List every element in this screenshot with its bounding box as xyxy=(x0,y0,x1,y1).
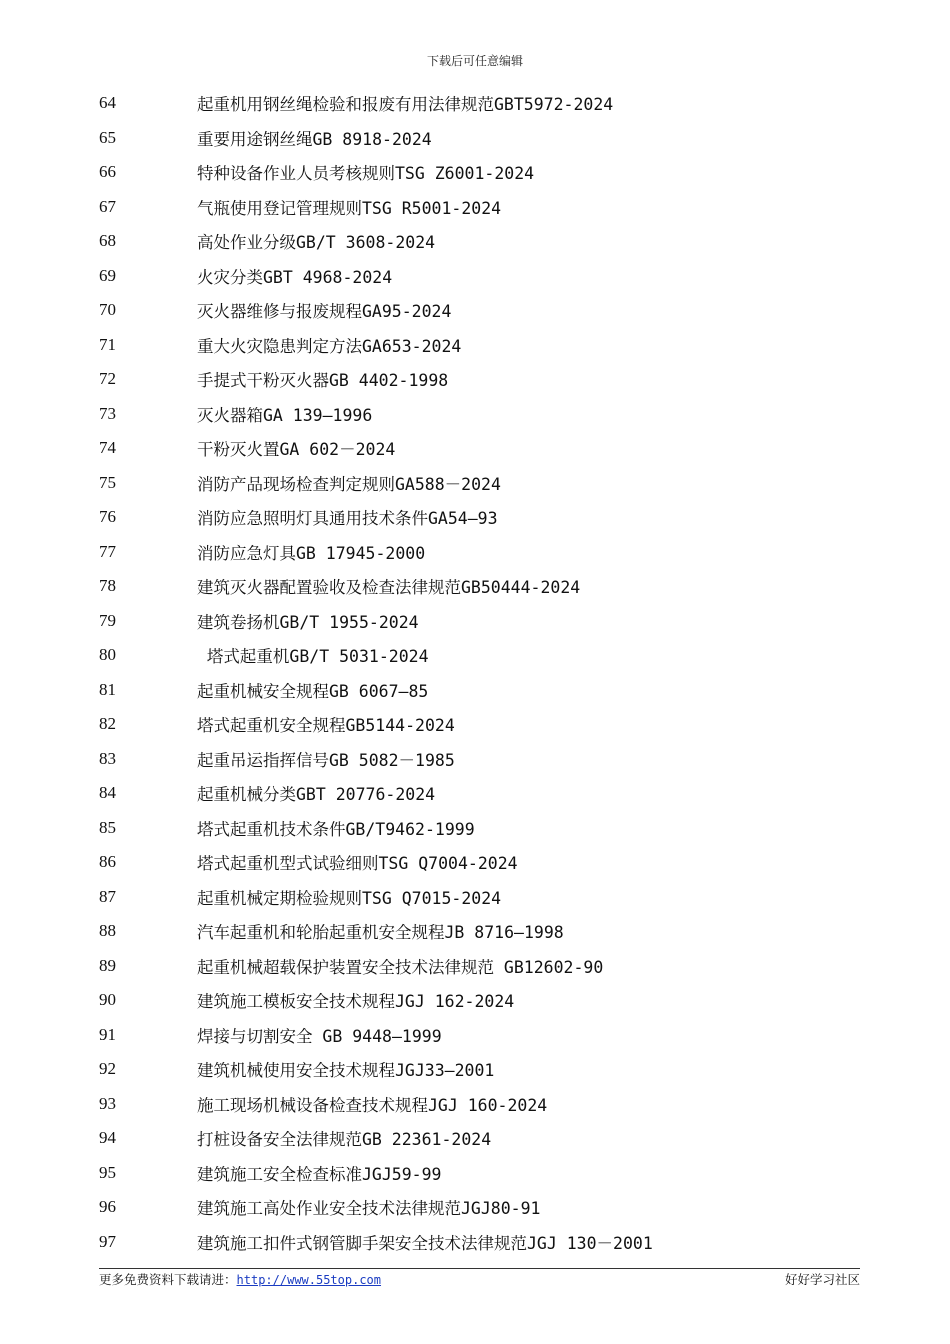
list-item xyxy=(99,811,859,846)
item-number: 91 xyxy=(99,1024,116,1044)
item-number: 94 xyxy=(99,1128,116,1148)
list-item xyxy=(99,121,859,156)
item-title: 起重机械定期检验规则TSG Q7015-2024 xyxy=(197,888,502,908)
list-item xyxy=(99,1190,859,1225)
standards-list xyxy=(99,86,859,1259)
page-footer xyxy=(99,1270,860,1288)
list-item xyxy=(99,742,859,777)
item-number: 70 xyxy=(99,300,116,320)
item-number: 85 xyxy=(99,817,116,837)
item-title: 汽车起重机和轮胎起重机安全规程JB 8716—1998 xyxy=(197,923,564,943)
item-title: 起重机械分类GBT 20776-2024 xyxy=(197,785,436,805)
item-title: 塔式起重机GB/T 5031-2024 xyxy=(197,647,429,667)
list-item xyxy=(99,638,859,673)
item-title: 塔式起重机技术条件GB/T9462-1999 xyxy=(197,819,475,839)
item-title: 打桩设备安全法律规范GB 22361-2024 xyxy=(197,1130,492,1150)
page-header: 下载后可任意编辑 xyxy=(426,54,523,68)
list-item xyxy=(99,1225,859,1260)
item-title: 建筑机械使用安全技术规程JGJ33—2001 xyxy=(197,1061,495,1081)
item-number: 81 xyxy=(99,679,116,699)
list-item xyxy=(99,259,859,294)
item-title: 起重吊运指挥信号GB 5082－1985 xyxy=(197,750,455,770)
list-item xyxy=(99,1052,859,1087)
item-title: 塔式起重机型式试验细则TSG Q7004-2024 xyxy=(197,854,518,874)
item-number: 67 xyxy=(99,196,116,216)
footer-link[interactable]: http://www.55top.com xyxy=(236,1273,382,1287)
list-item xyxy=(99,224,859,259)
list-item xyxy=(99,86,859,121)
list-item xyxy=(99,431,859,466)
footer-right: 好好学习社区 xyxy=(784,1272,860,1287)
list-item xyxy=(99,880,859,915)
item-number: 71 xyxy=(99,334,116,354)
list-item xyxy=(99,1087,859,1122)
item-title: 消防产品现场检查判定规则GA588－2024 xyxy=(197,474,501,494)
item-title: 建筑施工扣件式钢管脚手架安全技术法律规范JGJ 130－2001 xyxy=(197,1233,653,1253)
item-title: 建筑施工模板安全技术规程JGJ 162-2024 xyxy=(197,992,515,1012)
list-item xyxy=(99,673,859,708)
item-number: 65 xyxy=(99,127,116,147)
item-number: 87 xyxy=(99,886,116,906)
item-title: 干粉灭火置GA 602－2024 xyxy=(197,440,396,460)
list-item xyxy=(99,190,859,225)
item-title: 消防应急灯具GB 17945-2000 xyxy=(197,543,426,563)
item-title: 起重机械安全规程GB 6067—85 xyxy=(197,681,429,701)
item-title: 建筑施工高处作业安全技术法律规范JGJ80-91 xyxy=(197,1199,541,1219)
item-number: 90 xyxy=(99,990,116,1010)
item-number: 92 xyxy=(99,1059,116,1079)
item-title: 灭火器维修与报废规程GA95-2024 xyxy=(197,302,452,322)
list-item xyxy=(99,949,859,984)
item-title: 重要用途钢丝绳GB 8918-2024 xyxy=(197,129,432,149)
list-item xyxy=(99,707,859,742)
list-item xyxy=(99,1018,859,1053)
item-number: 73 xyxy=(99,403,116,423)
item-title: 重大火灾隐患判定方法GA653-2024 xyxy=(197,336,462,356)
list-item xyxy=(99,362,859,397)
item-number: 66 xyxy=(99,162,116,182)
list-item xyxy=(99,1121,859,1156)
footer-left xyxy=(99,1270,381,1288)
item-number: 93 xyxy=(99,1093,116,1113)
item-number: 75 xyxy=(99,472,116,492)
item-title: 火灾分类GBT 4968-2024 xyxy=(197,267,393,287)
item-number: 69 xyxy=(99,265,116,285)
item-title: 建筑灭火器配置验收及检查法律规范GB50444-2024 xyxy=(197,578,581,598)
list-item xyxy=(99,535,859,570)
item-number: 80 xyxy=(99,645,116,665)
list-item xyxy=(99,914,859,949)
item-title: 气瓶使用登记管理规则TSG R5001-2024 xyxy=(197,198,502,218)
list-item xyxy=(99,845,859,880)
item-number: 96 xyxy=(99,1197,116,1217)
footer-prefix: 更多免费资料下载请进： xyxy=(99,1272,237,1287)
list-item xyxy=(99,983,859,1018)
item-number: 88 xyxy=(99,921,116,941)
item-title: 焊接与切割安全 GB 9448—1999 xyxy=(197,1026,442,1046)
list-item xyxy=(99,328,859,363)
item-number: 68 xyxy=(99,231,116,251)
item-number: 76 xyxy=(99,507,116,527)
item-title: 建筑卷扬机GB/T 1955-2024 xyxy=(197,612,419,632)
item-title: 手提式干粉灭火器GB 4402-1998 xyxy=(197,371,449,391)
item-title: 灭火器箱GA 139—1996 xyxy=(197,405,373,425)
item-number: 83 xyxy=(99,748,116,768)
item-title: 高处作业分级GB/T 3608-2024 xyxy=(197,233,436,253)
item-title: 建筑施工安全检查标准JGJ59-99 xyxy=(197,1164,442,1184)
item-number: 95 xyxy=(99,1162,116,1182)
item-title: 消防应急照明灯具通用技术条件GA54—93 xyxy=(197,509,498,529)
list-item xyxy=(99,1156,859,1191)
item-number: 74 xyxy=(99,438,116,458)
item-number: 82 xyxy=(99,714,116,734)
item-number: 64 xyxy=(99,93,116,113)
item-title: 特种设备作业人员考核规则TSG Z6001-2024 xyxy=(197,164,535,184)
item-title: 起重机械超载保护装置安全技术法律规范 GB12602-90 xyxy=(197,957,604,977)
list-item xyxy=(99,569,859,604)
list-item xyxy=(99,155,859,190)
list-item xyxy=(99,776,859,811)
item-number: 78 xyxy=(99,576,116,596)
footer-divider xyxy=(99,1268,860,1269)
list-item xyxy=(99,500,859,535)
item-number: 86 xyxy=(99,852,116,872)
item-title: 起重机用钢丝绳检验和报废有用法律规范GBT5972-2024 xyxy=(197,95,614,115)
item-title: 施工现场机械设备检查技术规程JGJ 160-2024 xyxy=(197,1095,548,1115)
list-item xyxy=(99,466,859,501)
item-number: 77 xyxy=(99,541,116,561)
list-item xyxy=(99,604,859,639)
item-number: 97 xyxy=(99,1231,116,1251)
list-item xyxy=(99,397,859,432)
item-number: 72 xyxy=(99,369,116,389)
list-item xyxy=(99,293,859,328)
item-number: 84 xyxy=(99,783,116,803)
item-number: 79 xyxy=(99,610,116,630)
item-number: 89 xyxy=(99,955,116,975)
item-title: 塔式起重机安全规程GB5144-2024 xyxy=(197,716,455,736)
